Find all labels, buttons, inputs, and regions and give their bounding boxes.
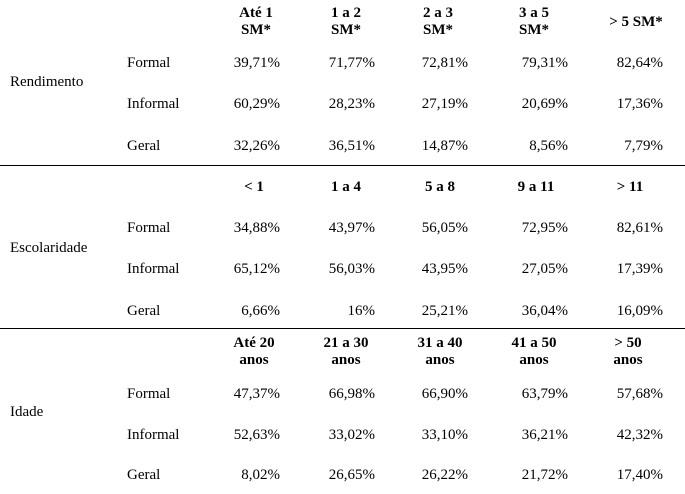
table-cell: 33,10% <box>421 427 468 443</box>
section-title: Rendimento <box>10 74 84 90</box>
table-cell: 60,29% <box>233 96 280 112</box>
section-divider <box>0 328 685 329</box>
column-header: > 11 <box>616 179 644 195</box>
table-cell: 36,21% <box>521 427 568 443</box>
row-label: Geral <box>127 303 161 319</box>
table-cell: 33,02% <box>328 427 375 443</box>
column-header: > 5 SM* <box>609 14 663 30</box>
row-label: Informal <box>127 96 180 112</box>
column-header: Até 20 anos <box>233 335 275 368</box>
table-cell: 17,39% <box>616 261 663 277</box>
table-cell: 34,88% <box>233 220 280 236</box>
column-header: 2 a 3 SM* <box>423 5 453 38</box>
table-cell: 26,65% <box>328 467 375 483</box>
table-cell: 6,66% <box>241 303 280 319</box>
column-header: 41 a 50 anos <box>511 335 557 368</box>
table-cell: 66,90% <box>421 386 468 402</box>
table-cell: 28,23% <box>328 96 375 112</box>
column-header: 21 a 30 anos <box>323 335 369 368</box>
section-title: Idade <box>10 404 44 420</box>
table-cell: 17,36% <box>616 96 663 112</box>
section-divider <box>0 165 685 166</box>
table-cell: 27,05% <box>521 261 568 277</box>
table-cell: 16% <box>347 303 375 319</box>
table-cell: 71,77% <box>328 55 375 71</box>
section-title: Escolaridade <box>10 240 88 256</box>
table-cell: 36,51% <box>328 138 375 154</box>
table-cell: 66,98% <box>328 386 375 402</box>
table-cell: 7,79% <box>624 138 663 154</box>
table-cell: 32,26% <box>233 138 280 154</box>
table-cell: 43,95% <box>421 261 468 277</box>
column-header: 3 a 5 SM* <box>519 5 549 38</box>
row-label: Informal <box>127 261 180 277</box>
row-label: Informal <box>127 427 180 443</box>
table-cell: 56,03% <box>328 261 375 277</box>
table-cell: 25,21% <box>421 303 468 319</box>
table-cell: 65,12% <box>233 261 280 277</box>
column-header: < 1 <box>244 179 264 195</box>
table-cell: 16,09% <box>616 303 663 319</box>
table-cell: 52,63% <box>233 427 280 443</box>
table-cell: 57,68% <box>616 386 663 402</box>
table-cell: 39,71% <box>233 55 280 71</box>
table-cell: 72,95% <box>521 220 568 236</box>
table-cell: 56,05% <box>421 220 468 236</box>
table-cell: 26,22% <box>421 467 468 483</box>
column-header: 1 a 4 <box>331 179 361 195</box>
table-cell: 79,31% <box>521 55 568 71</box>
table-cell: 17,40% <box>616 467 663 483</box>
table-cell: 63,79% <box>521 386 568 402</box>
table-cell: 82,64% <box>616 55 663 71</box>
column-header: 31 a 40 anos <box>417 335 463 368</box>
table-cell: 8,56% <box>529 138 568 154</box>
row-label: Geral <box>127 138 161 154</box>
table-cell: 14,87% <box>421 138 468 154</box>
row-label: Formal <box>127 386 171 402</box>
row-label: Formal <box>127 55 171 71</box>
row-label: Formal <box>127 220 171 236</box>
column-header: > 50 anos <box>613 335 643 368</box>
column-header: 1 a 2 SM* <box>331 5 361 38</box>
column-header: 5 a 8 <box>425 179 455 195</box>
row-label: Geral <box>127 467 161 483</box>
table-cell: 21,72% <box>521 467 568 483</box>
column-header: Até 1 SM* <box>239 5 273 38</box>
table-cell: 72,81% <box>421 55 468 71</box>
table-cell: 43,97% <box>328 220 375 236</box>
table-cell: 27,19% <box>421 96 468 112</box>
table-cell: 82,61% <box>616 220 663 236</box>
column-header: 9 a 11 <box>517 179 555 195</box>
table-cell: 47,37% <box>233 386 280 402</box>
table-cell: 8,02% <box>241 467 280 483</box>
table-cell: 20,69% <box>521 96 568 112</box>
table-cell: 42,32% <box>616 427 663 443</box>
table-cell: 36,04% <box>521 303 568 319</box>
